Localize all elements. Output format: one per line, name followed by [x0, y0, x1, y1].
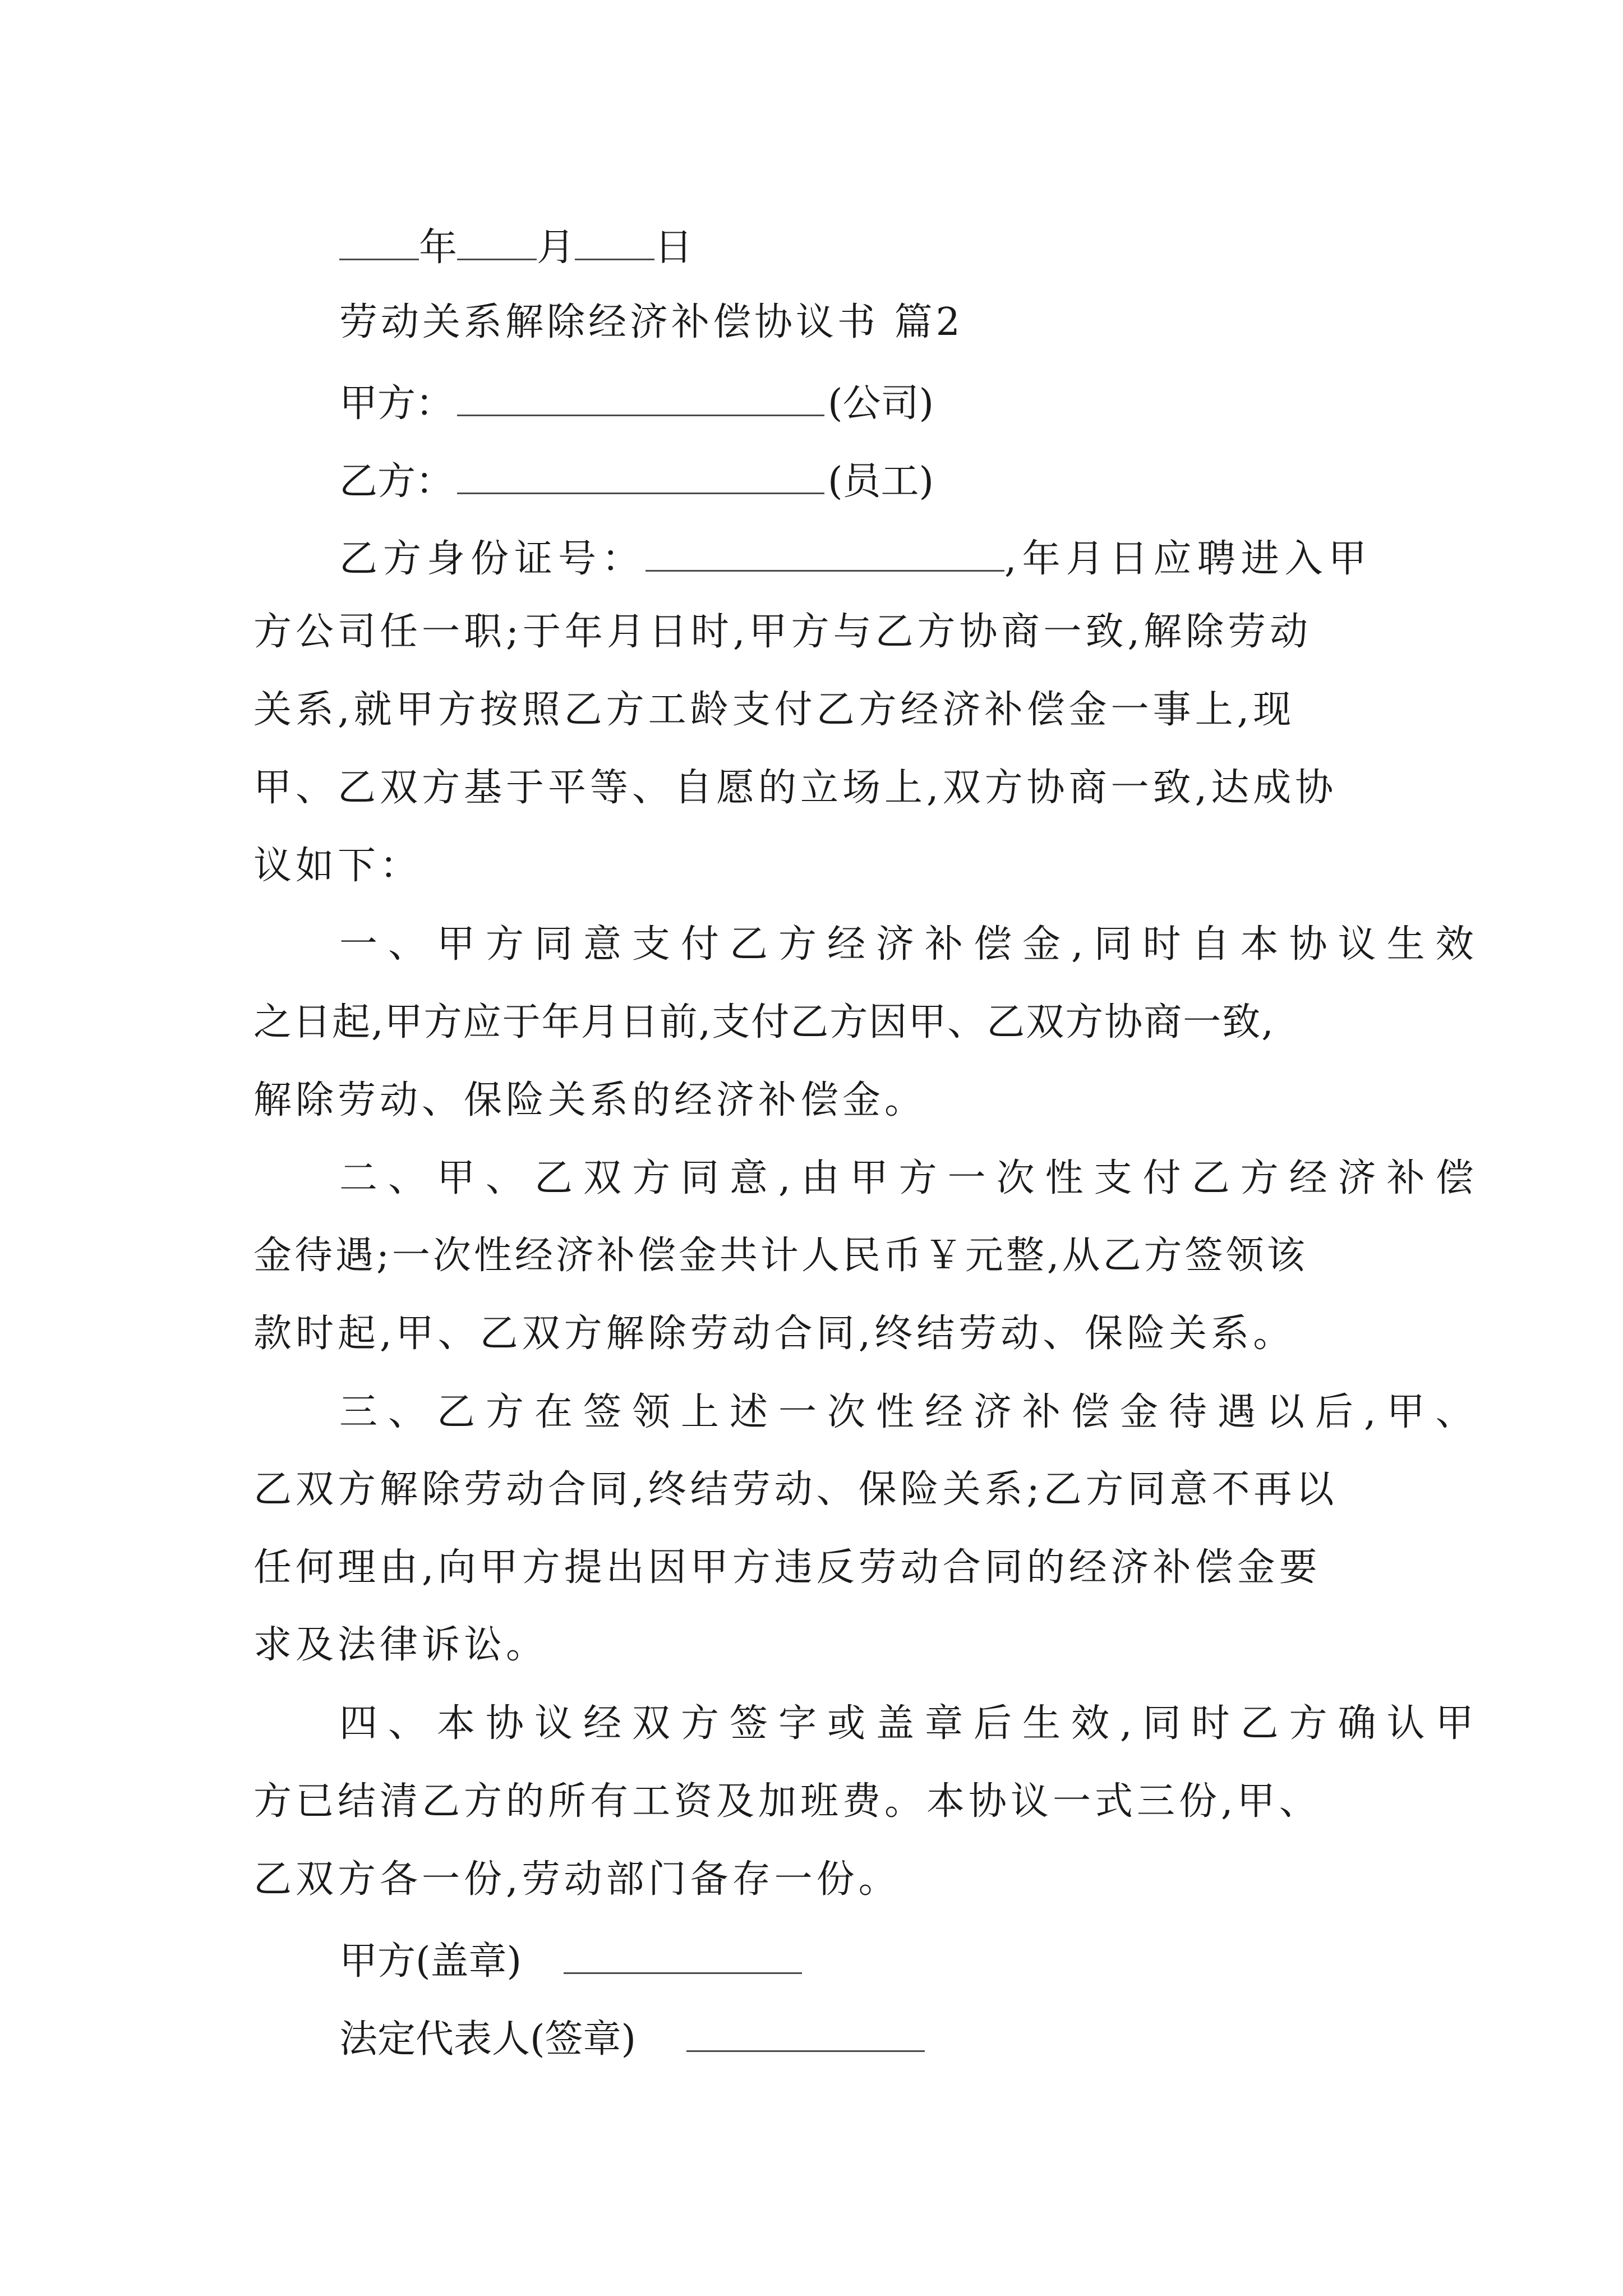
clause-first-line: 三、乙方在签领上述一次性经济补偿金待遇以后,甲、: [339, 1390, 1484, 1434]
paragraph-line: 议如下：: [253, 844, 422, 888]
clause-line: 乙双方解除劳动合同,终结劳动、保险关系;乙方同意不再以: [253, 1467, 1338, 1512]
year-blank: [339, 225, 419, 260]
clause-line: 任何理由,向甲方提出因甲方违反劳动合同的经济补偿金要: [253, 1545, 1321, 1590]
day-blank: [575, 225, 654, 260]
party-a-seal-label: 甲方(盖章): [339, 1939, 522, 1984]
representative-signature-line: [339, 2017, 925, 2062]
clause-first-line: 一、甲方同意支付乙方经济补偿金,同时自本协议生效: [339, 922, 1484, 967]
party-b-label: 乙方：: [339, 459, 454, 504]
party-a-signature-line: [339, 1939, 802, 1984]
party-a-suffix: (公司): [828, 381, 934, 426]
id-blank: [645, 536, 1004, 572]
paragraph-line: 甲、乙双方基于平等、自愿的立场上,双方协商一致,达成协: [253, 766, 1338, 810]
day-label: 日: [654, 226, 693, 270]
id-rest: ,年月日应聘进入甲: [1004, 537, 1372, 581]
month-label: 月: [537, 226, 575, 270]
clause-line: 款时起,甲、乙双方解除劳动合同,终结劳动、保险关系。: [253, 1312, 1295, 1356]
month-blank: [457, 225, 537, 260]
section-title: 劳动关系解除经济补偿协议书 篇2: [339, 300, 963, 344]
date-line: [339, 225, 693, 270]
party-b-suffix: (员工): [828, 459, 934, 504]
party-a-blank: [457, 381, 824, 416]
id-line: [339, 536, 1372, 581]
year-label: 年: [419, 226, 458, 270]
paragraph-line: 方公司任一职;于年月日时,甲方与乙方协商一致,解除劳动: [253, 610, 1312, 654]
clause-first-line: 二、甲、乙双方同意,由甲方一次性支付乙方经济补偿: [339, 1156, 1484, 1200]
party-a-line: [339, 381, 934, 426]
party-a-label: 甲方：: [339, 381, 454, 426]
party-b-line: [339, 459, 934, 504]
paragraph-line: 关系,就甲方按照乙方工龄支付乙方经济补偿金一事上,现: [253, 688, 1295, 732]
clause-line: 解除劳动、保险关系的经济补偿金。: [253, 1078, 927, 1122]
party-a-seal-blank: [564, 1939, 802, 1974]
representative-label: 法定代表人(签章): [339, 2017, 637, 2062]
clause-line: 求及法律诉讼。: [253, 1623, 548, 1667]
clause-line: 方已结清乙方的所有工资及加班费。本协议一式三份,甲、: [253, 1779, 1321, 1824]
clause-first-line: 四、本协议经双方签字或盖章后生效,同时乙方确认甲: [339, 1701, 1484, 1746]
representative-blank: [686, 2017, 925, 2052]
party-b-blank: [457, 459, 824, 494]
clause-line: 乙双方各一份,劳动部门备存一份。: [253, 1857, 901, 1902]
id-label: 乙方身份证号：: [339, 537, 646, 581]
clause-line: 之日起,甲方应于年月日前,支付乙方因甲、乙双方协商一致,: [253, 1000, 1275, 1045]
clause-line: 金待遇;一次性经济补偿金共计人民币￥元整,从乙方签领该: [253, 1234, 1308, 1278]
